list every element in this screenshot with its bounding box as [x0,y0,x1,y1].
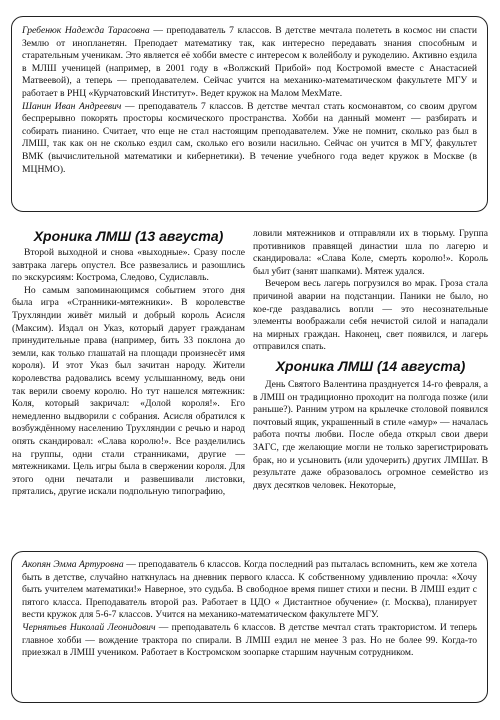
profile-text: — преподаватель 7 классов. В детстве мечтал стать космонавтом, со своим другом беспрерывно покорять просторы космического пространства. Хобби на данный момент — разбирать и собирать пианино. Считает, что еще не стал настоящим преподавателем. Уже не помнит, сколько раз был в ЛМШ, так как он не сколько ездил сам, сколько его возили насильно. Сейчас он учится в МГУ, факультет ВМК (вычислительной математики и кибернетики). В течение учебного года ведет кружок в Москве (в МЦНМО). [22,100,477,175]
chronicle-paragraph: День Святого Валентина празднуется 14-го февраля, а в ЛМШ он традиционно проходит на полгода позже (или раньше?). Ранним утром на крылечке столовой появился почтовый ящик, украшенный в стиле «амур» — началась работа почты любви. После обеда открыл свои двери ЗАГС, где желающие могли не только зарегистрировать брак, но и усыновить (или удочерить) других ЛМШат. В результате даже образовалось огромное семейство из двух десятков человек. Некоторые, [253,378,488,491]
chronicle-paragraph: Но самым запоминающимся событием этого дня была игра «Странники-мятежники». В королевстве Трухляндии живёт милый и добрый король Асисля (Максим). Издал он Указ, который дарует гражданам принудительные права (например, бить 33 поклона до земли, как только глашатай на площади произнесёт имя короля). И этот Указ был зачитан народу. Жители королевства радовались всему услышанному, ведь они так верили своему королю. Но тут нашелся мятежник: Коля, который закричал: «Долой короля!». Его немедленно выдворили с собрания. Асисля обратился к возбуждённому населению Трухляндии с речью и народ опять скандировал: «Слава королю!». Все разделились на группы, одни стали странниками, другие — мятежниками. Цель игры была в свержении короля. Для этого одни печатали и развешивали листовки, прятались, другие искали подпольную типографию, [12,284,245,498]
profile-name: Акопян Эмма Артуровна [22,559,124,570]
right-column [253,228,488,546]
chronicle-paragraph: ловили мятежников и отправляли их в тюрьму. Группа противников правящей династии шла по лагерю и скандировала: «Слава Коле, смерть королю!». Король был убит (занят шапками). Мятеж удался. [253,228,488,277]
teacher-profiles-top-box [11,16,488,212]
chronicle-paragraph: Второй выходной и снова «выходные». Сразу после завтрака лагерь опустел. Все развезались и разошлись по экскурсиям: Кострома, Следово, Судиславль. [12,247,245,284]
teacher-profiles-bottom-box [11,551,488,703]
profile-akopyan [22,559,477,622]
chronicle-paragraph: Вечером весь лагерь погрузился во мрак. Гроза стала причиной аварии на подстанции. Паники не было, но кое-где раздавались вопли — это несознательные элементы воображали себя нечистой силой и нападали на мирных граждан. Наконец, свет появился, и лагерь отправился спать. [253,278,488,353]
profile-text: — преподаватель 7 классов. В детстве мечтала полететь в космос ни спасти Землю от инопланетян. Преподает математику так, как интересно передавать знания способным и старательным ученикам. Это является её хобби вместе с интересом к волейболу и рукоделию. Активно ездила в МЛШ ученицей (например, в 2001 году в «Волжский Прибой» под Костромой вместе с Анастасией Матвеевой), а теперь — преподавателем. Сейчас учится на механико-математическом факультете МГУ и работает в РНЦ «Курчатовский Институт». Ведет кружок на Малом МехМате. [22,25,477,99]
profile-name: Гребенюк Надежда Тарасовна [22,25,150,36]
profile-text: — преподаватель 6 классов. В детстве мечтал стать трактористом. И теперь главное хобби — вождение трактора по спирали. В ЛМШ ездил не менее 3 раз. Но не более 99. Когда-то приезжал в ЛМШ учеником. Работает в Костромском зоопарке старшим научным сотрудником. [22,621,477,659]
profile-shanin [22,101,477,177]
profile-chernyatyev [22,622,477,660]
left-column [12,228,245,546]
profile-name: Чернятьев Николай Леонидович [22,621,156,633]
profile-text: — преподаватель 6 классов. Когда последний раз пыталась вспомнить, кем же хотела быть в детстве, случайно наткнулась на дневник первого класса. К собственному удивлению прочла: «Хочу быть учителем математики!» Наверное, это судьба. В свободное время пишет стихи и песни. В ЛМШ ездит с пятого класса. Преподаватель второй раз. Работает в ЦДО « Дистантное обучение» (г. Москва), планирует вести кружок для 5-6-7 классов. Учится на механико-математическом факультете МГУ. [22,559,477,621]
chronicle-title-aug13: Хроника ЛМШ (13 августа) [33,228,224,244]
chronicle-title-aug14: Хроника ЛМШ (14 августа) [275,357,466,374]
profile-grebenyuk [22,25,477,101]
profile-name: Шанин Иван Андреевич [22,100,122,112]
